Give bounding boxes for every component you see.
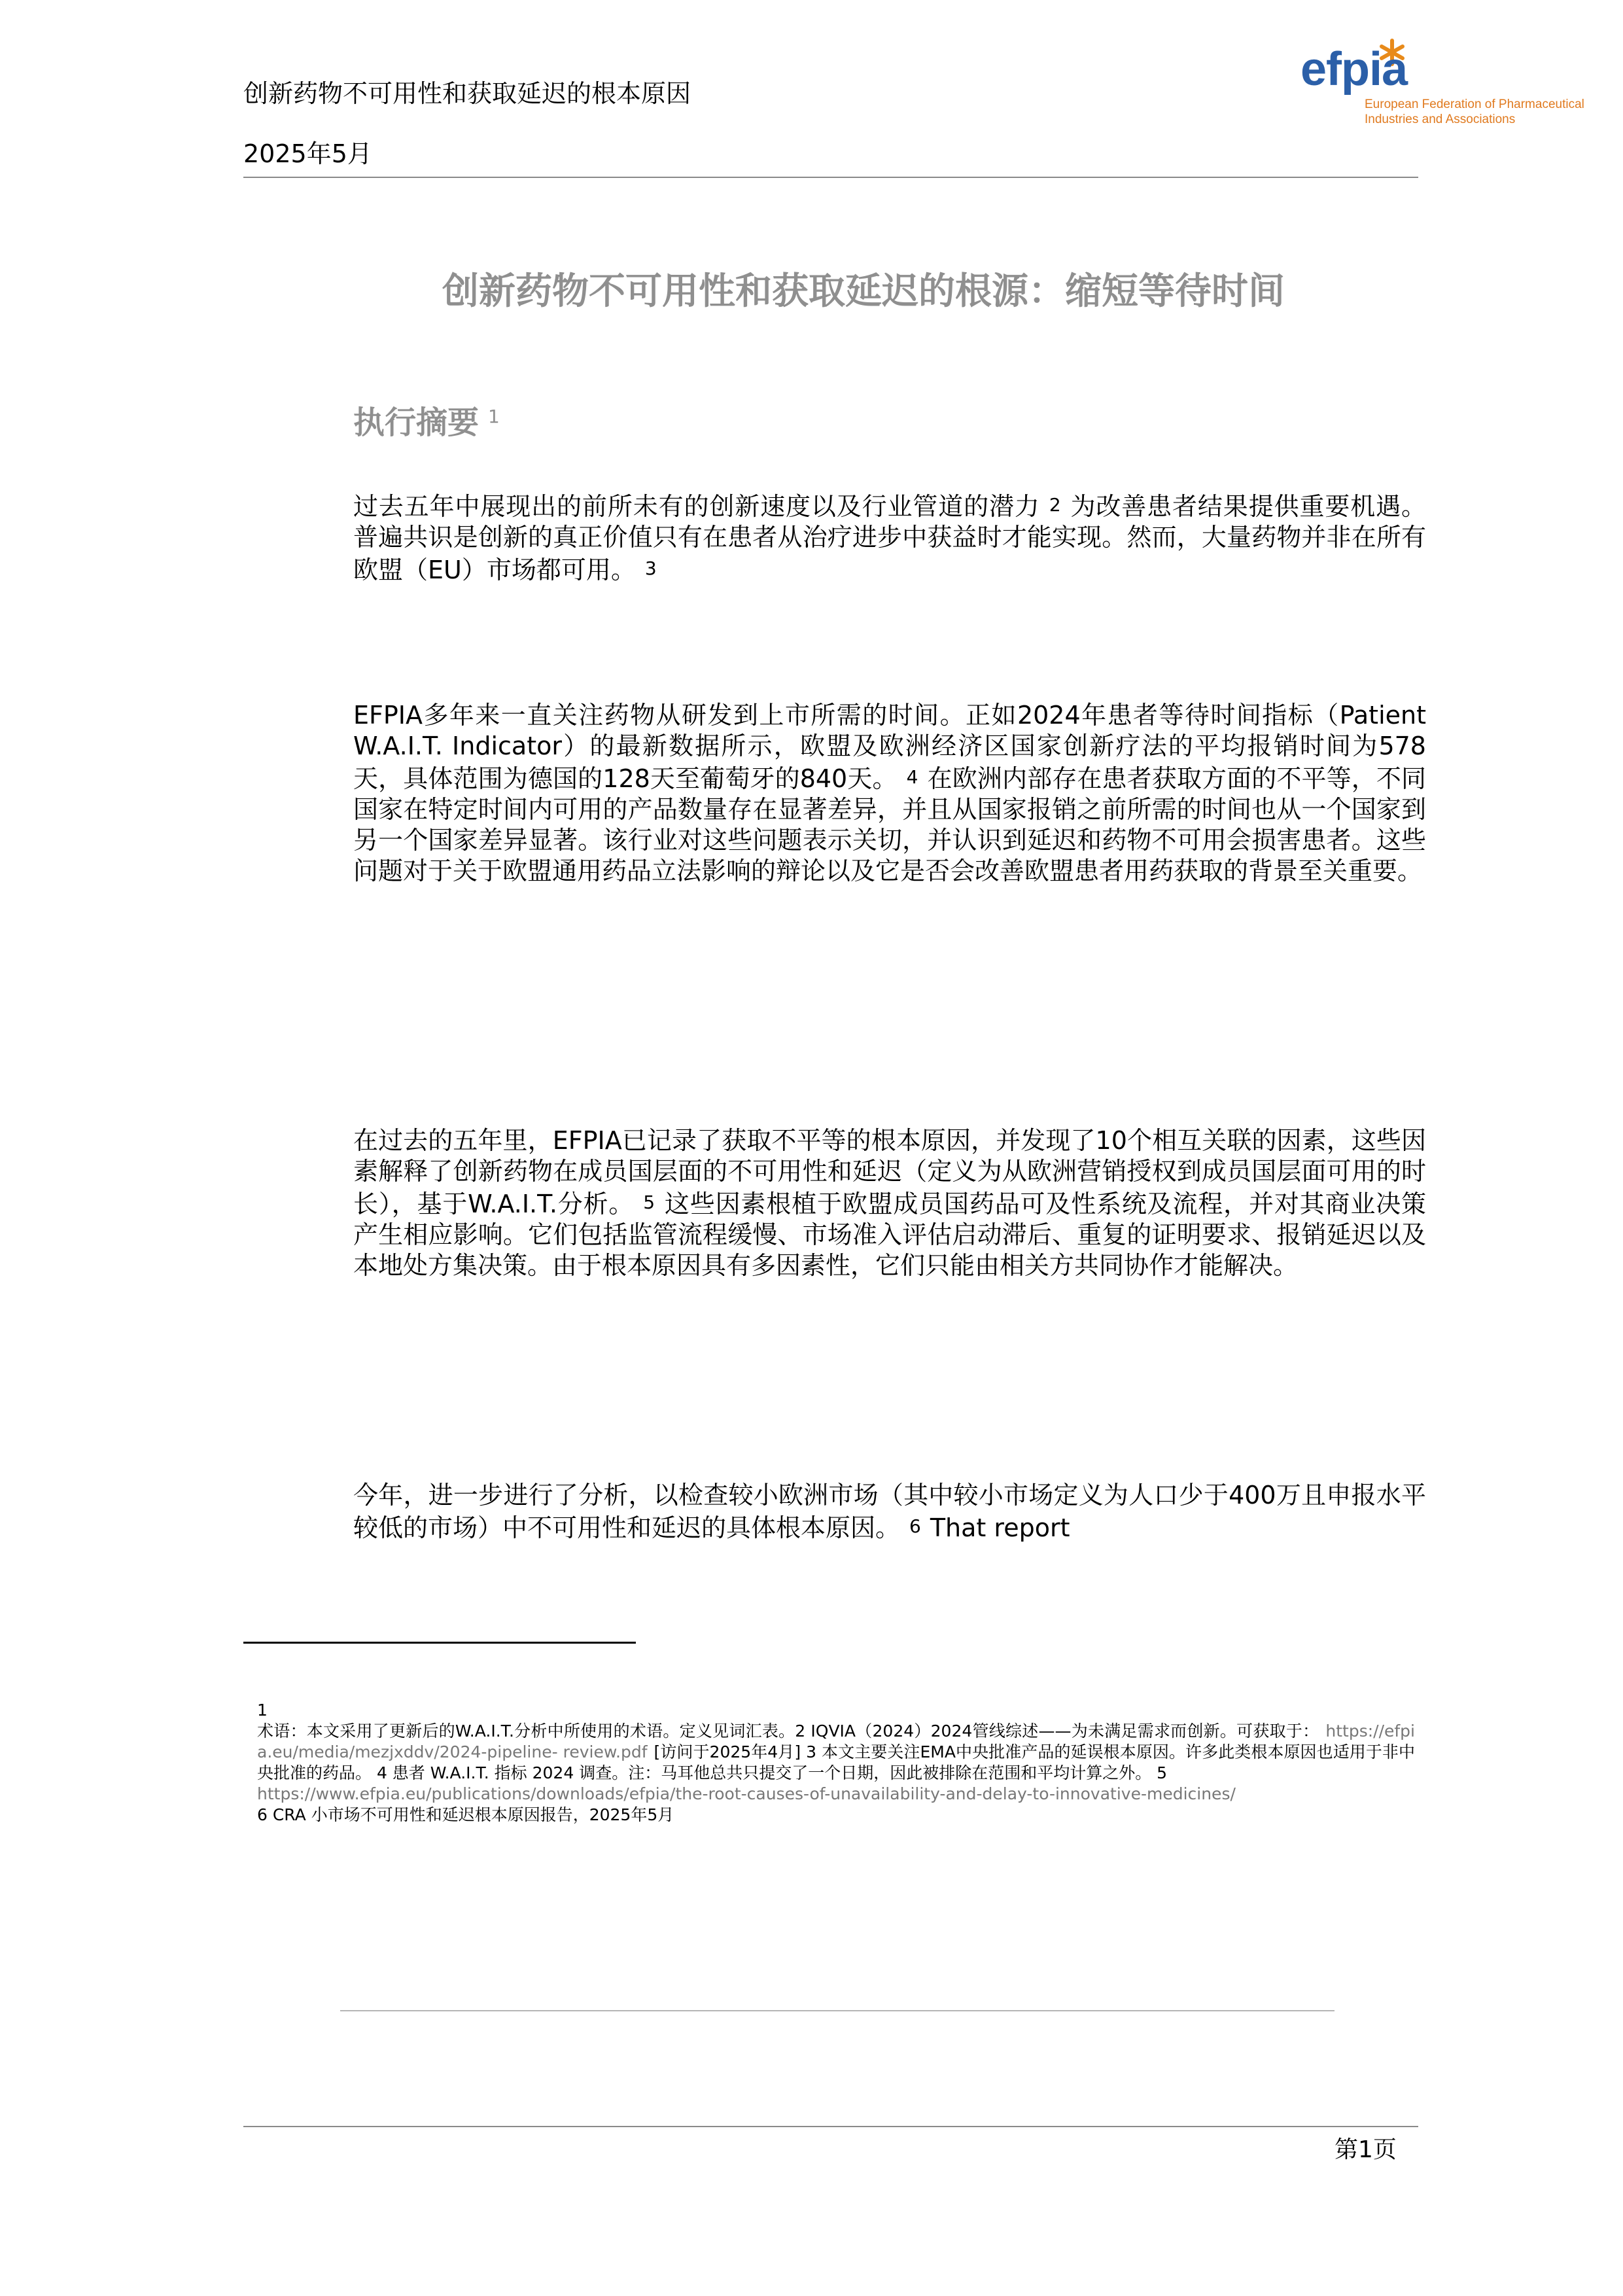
logo-subtitle (1365, 97, 1613, 127)
footnote-link[interactable]: https://www.efpia.eu/publications/downloads/efpia/the-root-causes-of-unavailability-and-delay-to-innovative-medicines/ (257, 1784, 1236, 1803)
footnote-separator (243, 1642, 636, 1644)
logo-subtitle-line1: European Federation of Pharmaceutical (1365, 97, 1584, 111)
paragraph-text: 在欧洲内部存在患者获取方面的不平等，不同国家在特定时间内可用的产品数量存在显著差异，并且从国家报销之前所需的时间也从一个国家到另一个国家差异显著。该行业对这些问题表示关切，并认识到延迟和药物不可用会损害患者。这些问题对于关于欧盟通用药品立法影响的辩论以及它是否会改善欧盟患者用药获取的背景至关重要。 (353, 764, 1426, 885)
paragraph-text: 过去五年中展现出的前所未有的创新速度以及行业管道的潜力 (353, 492, 1040, 521)
footnote-text: 6 CRA 小市场不可用性和延迟根本原因报告，2025年5月 (257, 1805, 674, 1824)
running-header-title: 创新药物不可用性和获取延迟的根本原因 (243, 79, 691, 108)
paragraph-text: 今年，进一步进行了分析，以检查较小欧洲市场（其中较小市场定义为人口少于400万且申报水平较低的市场）中不可用性和延迟的具体根本原因。 (353, 1481, 1426, 1542)
logo-subtitle-line2: Industries and Associations (1365, 113, 1516, 126)
footer-divider (340, 2010, 1335, 2011)
header-divider (243, 177, 1418, 178)
footnote-text: [访问于2025年4月] 3 本文主要关注EMA中央批准产品的延误根本原因。许多此类根本原因也适用于非中央批准的药品。 4 患者 W.A.I.T. 指标 2024 调查。注：马耳他总共只提交了一个日期，因此被排除在范围和平均计算之外。 5 (257, 1742, 1415, 1782)
page-number: 第1页 (1335, 2136, 1397, 2163)
paragraph-text: That report (930, 1513, 1070, 1542)
running-header-date: 2025年5月 (243, 139, 372, 168)
section-heading (353, 396, 500, 444)
paragraph-text: 这些因素根植于欧盟成员国药品可及性系统及流程，并对其商业决策产生相应影响。它们包括监管流程缓慢、市场准入评估启动滞后、重复的证明要求、报销延迟以及本地处方集决策。由于根本原因具有多因素性，它们只能由相关方共同协作才能解决。 (353, 1190, 1426, 1280)
document-title: 创新药物不可用性和获取延迟的根源：缩短等待时间 (442, 270, 1285, 313)
body-paragraph (353, 1125, 1426, 1281)
footnote-ref: 1 (488, 406, 500, 427)
paragraph-text: 为改善患者结果提供重要机遇。普遍共识是创新的真正价值只有在患者从治疗进步中获益时才能实现。然而，大量药物并非在所有欧盟（EU）市场都可用。 (353, 492, 1426, 584)
footnote-ref: 5 (643, 1192, 655, 1213)
body-paragraph (353, 489, 1426, 586)
footnote-ref: 2 (1049, 494, 1061, 516)
footnote-ref: 4 (906, 766, 918, 788)
body-paragraph (353, 700, 1426, 887)
section-heading-text: 执行摘要 (353, 404, 480, 441)
body-paragraph (353, 1480, 1426, 1544)
footer-divider (243, 2126, 1418, 2127)
efpia-logo (1300, 38, 1601, 136)
footnote-marker: 1 (257, 1701, 268, 1720)
logo-wordmark: efpia (1300, 43, 1408, 96)
footnotes (257, 1700, 1415, 1826)
footnote-ref: 3 (644, 557, 657, 579)
footnote-ref: 6 (909, 1515, 921, 1537)
footnote-link[interactable]: https://efpia.eu/media/mezjxddv/2024-pipeline- review.pdf (257, 1722, 1415, 1761)
paragraph-text: 在过去的五年里，EFPIA已记录了获取不平等的根本原因，并发现了10个相互关联的因素，这些因素解释了创新药物在成员国层面的不可用性和延迟（定义为从欧洲营销授权到成员国层面可用的时长），基于W.A.I.T.分析。 (353, 1126, 1426, 1218)
paragraph-text: EFPIA多年来一直关注药物从研发到上市所需的时间。正如2024年患者等待时间指标（Patient W.A.I.T. Indicator）的最新数据所示，欧盟及欧洲经济区国家创新疗法的平均报销时间为578天，具体范围为德国的128天至葡萄牙的840天。 (353, 701, 1426, 793)
footnote-text: 术语：本文采用了更新后的W.A.I.T.分析中所使用的术语。定义见词汇表。2 IQVIA（2024）2024管线综述——为未满足需求而创新。可获取于： (257, 1722, 1319, 1740)
